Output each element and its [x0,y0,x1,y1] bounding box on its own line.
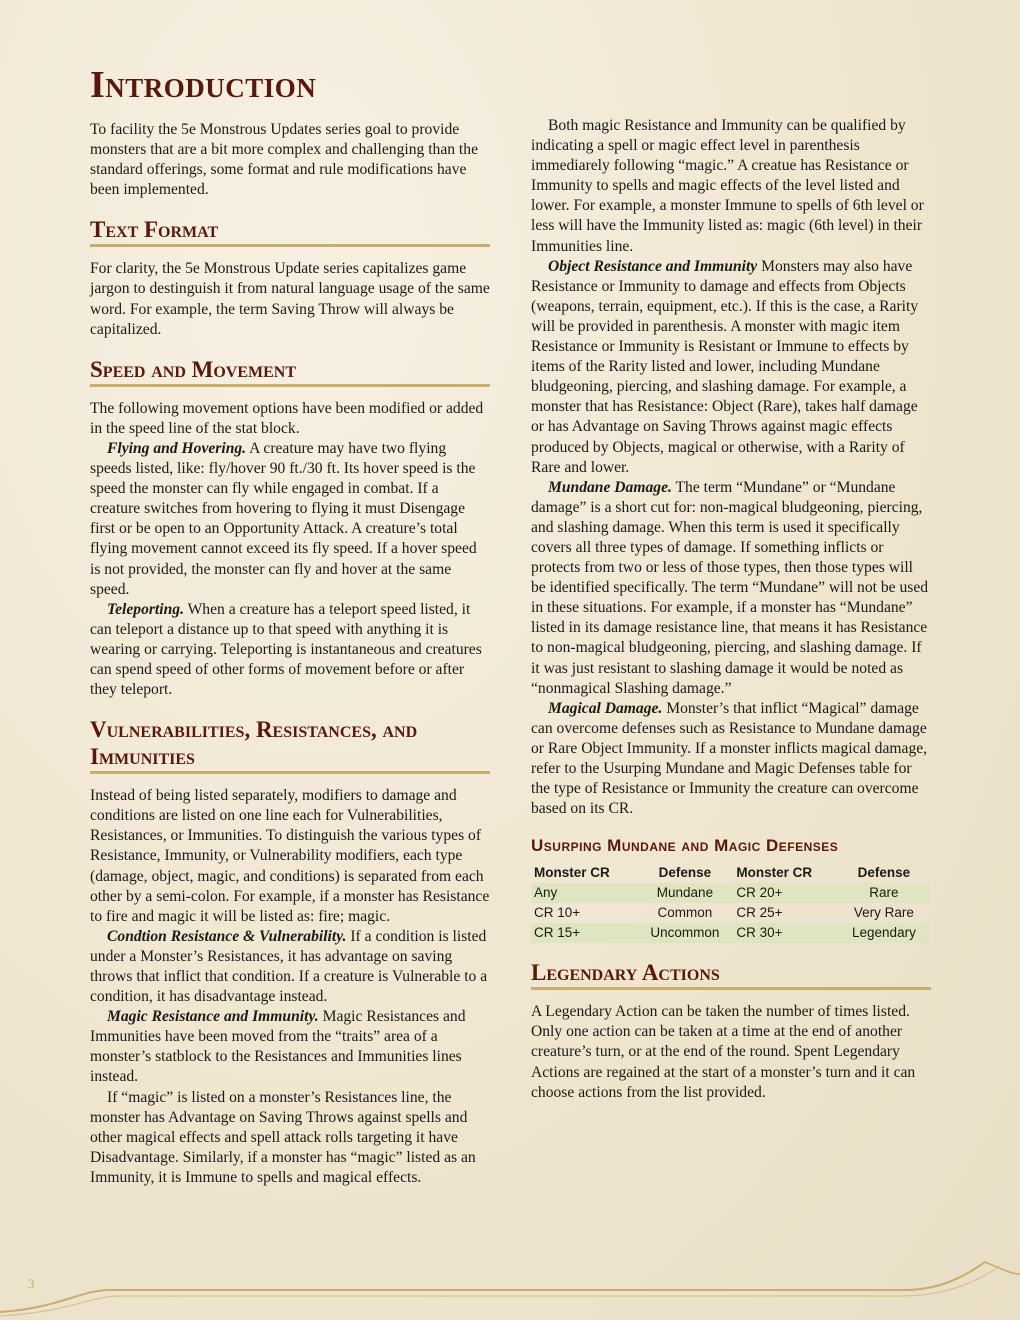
table-cell: Rare [839,883,929,903]
magical-text: Monster’s that inflict “Magical” damage can overcome defenses such as Resistance to Mundane damage or Rare Object Immunity. If a monster inflicts magical damage, refer to the Usurping Mundane and Magic Defenses table for the type of Resistance or Immunity the creature can overcome based on its CR. [531,699,928,818]
table-cell: Very Rare [853,905,914,921]
defenses-table [531,863,929,943]
right-column [531,116,931,1103]
mundane-lead: Mundane Damage. [548,478,672,496]
table-cell: Common [657,905,713,921]
mundane-text: The term “Mundane” or “Mundane damage” is a short cut for: non-magical bludgeoning, piercing, and slashing damage. When this term is used it specifically covers all three types of damage. If something inflicts or protects from two or less of those types, then those types will be identified specifically. The term “Mundane” will not be used in these situations. For example, if a monster has “Mundane” listed in its damage resistance line, that means it has Resistance to non-magical bludgeoning, piercing, and slashing damage. If it was just resistant to slashing damage it would be noted as “nonmagical Slashing damage.” [531,478,929,697]
vri-paragraph: Instead of being listed separately, modifiers to damage and conditions are listed on one line each for Vulnerabilities, Resistances, or Immunities. To distinguish the various types of Resistance, Immunity, or Vulnerability modifiers, each type (damage, object, magic, and conditions) is separated from each other by a semi-colon. For example, if a monster has Resistance to fire and magic it will be listed as: fire; magic. [90,787,490,925]
table-cell: Uncommon [637,923,734,943]
page-number: 3 [28,1276,35,1291]
speed-paragraph: The following movement options have been modified or added in the speed line of the stat block. [90,399,484,437]
flying-text: A creature may have two flying speeds listed, like: fly/hover 90 ft./30 ft. Its hover speed is the speed the monster can fly while engaged in combat. If a creature switches from hovering to flying it must Disengage first or be open to an Opportunity Attack. A creature’s total flying movement cannot exceed its fly speed. If a hover speed is not provided, the monster can fly and hover at the same speed. [90,439,477,598]
magical-lead: Magical Damage. [548,699,663,717]
object-paragraph [531,257,931,478]
teleport-paragraph [90,600,490,700]
condition-text: If a condition is listed under a Monster’s Resistances, it has advantage on saving throws that inflict that condition. If a creature is Vulnerable to a condition, it has disadvantage instead. [90,927,488,1006]
legendary-heading: Legendary Actions [531,959,931,990]
mundane-paragraph [531,478,931,699]
qualified-paragraph: Both magic Resistance and Immunity can be qualified by indicating a spell or magic effect level in parenthesis immediarely following “magic.” A creatue has Resistance or Immunity to spells and magic effects of the level listed and lower. For example, a monster Immune to spells of 6th level or less will have the Immunity listed as: magic (6th level) in their Immunities line. [531,117,924,255]
text-format-heading: Text Format [90,216,490,247]
teleport-lead: Teleporting. [107,600,184,618]
footer-ornament [0,1260,1020,1320]
table-cell: Mundane [637,883,734,903]
table-cell: Any [531,883,637,903]
page-title: Introduction [90,64,317,106]
table-cell: CR 20+ [733,883,839,903]
left-column [90,62,490,1188]
magic-paragraph-2: If “magic” is listed on a monster’s Resistances line, the monster has Advantage on Saving Throws against spells and other magical effects and spell attack rolls targeting it have Disadvantage. Similarly, if a monster has “magic” listed as an Immunity, it is Immune to spells and magical effects. [90,1088,476,1186]
table-cell: CR 25+ [736,905,783,921]
table-row [531,883,929,903]
condition-paragraph [90,927,490,1007]
table-header-cell: Defense [857,865,911,881]
table-row [531,923,929,943]
table-header-cell: Monster CR [534,865,610,881]
speed-heading: Speed and Movement [90,356,490,387]
object-text: Monsters may also have Resistance or Immunity to damage and effects from Objects (weapons, terrain, equipment, etc.). If this is the case, a Rarity will be provided in parenthesis. A monster with magic item Resistance or Immunity is Resistant or Immune to effects by items of the Rarity listed and lower, including Mundane bludgeoning, piercing, and slashing damage. For example, a monster that has Resistance: Object (Rare), takes half damage or has Advantage on Saving Throws against magic effects produced by Objects, magical or otherwise, with a Rarity of Rare and lower. [531,257,919,476]
legendary-paragraph: A Legendary Action can be taken the number of times listed. Only one action can be taken at a time at the end of another creature’s turn, or at the end of the round. Spent Legendary Actions are regained at the start of a monster’s turn and it can choose actions from the list provided. [531,1003,916,1101]
table-cell: CR 15+ [531,923,637,943]
table-header-cell: Defense [658,865,712,881]
flying-paragraph [90,439,490,600]
flying-lead: Flying and Hovering. [107,439,247,457]
magic-lead: Magic Resistance and Immunity. [107,1008,319,1026]
condition-lead: Condtion Resistance & Vulnerability. [107,927,347,945]
text-format-paragraph: For clarity, the 5e Monstrous Update series capitalizes game jargon to destinguish it from natural language usage of the same word. For example, the term Saving Throw will always be capitalized. [90,260,490,338]
table-header-cell: Monster CR [736,865,813,881]
table-header-row [531,863,929,883]
teleport-text: When a creature has a teleport speed listed, it can teleport a distance up to that speed with anything it is wearing or carrying. Teleporting is instantaneous and creatures can spend speed of other forms of movement before or after they teleport. [90,600,482,699]
magic-paragraph [90,1007,490,1087]
table-row [531,903,929,923]
object-lead: Object Resistance and Immunity [548,257,758,275]
table-cell: CR 10+ [534,905,581,921]
table-cell: CR 30+ [733,923,839,943]
vri-heading: Vulnerabilities, Resistances, and Immunities [90,716,490,774]
table-cell: Legendary [839,923,929,943]
defenses-table-heading: Usurping Mundane and Magic Defenses [531,836,839,856]
intro-paragraph: To facility the 5e Monstrous Updates series goal to provide monsters that are a bit more complex and challenging than the standard offerings, some format and rule modifications have been implemented. [90,121,478,199]
magical-paragraph [531,699,931,820]
magic-text: Magic Resistances and Immunities have been moved from the “traits” area of a monster’s statblock to the Resistances and Immunities lines instead. [90,1008,466,1086]
